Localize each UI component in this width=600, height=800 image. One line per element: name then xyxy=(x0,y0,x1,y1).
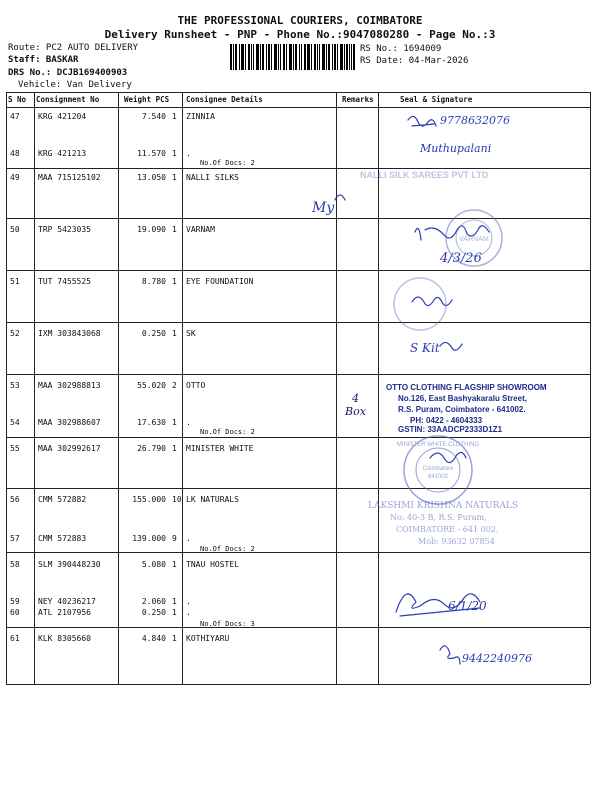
signature-50 xyxy=(415,226,489,240)
row-weight: 55.020 xyxy=(137,381,166,390)
row-docs-count: No.Of Docs: 3 xyxy=(200,620,255,628)
row-weight: 26.790 xyxy=(137,444,166,453)
handwritten-date-50: 4/3/26 xyxy=(440,251,482,266)
row-consignment: CMM 572882 xyxy=(38,495,87,504)
col-consignment: Consignment No xyxy=(36,95,100,104)
rs-number: RS No.: 1694009 xyxy=(360,44,442,54)
signature-47 xyxy=(408,116,436,126)
row-consignee: OTTO xyxy=(186,381,206,390)
row-pcs: 1 xyxy=(172,597,177,606)
signature-52-stroke xyxy=(440,342,462,350)
row-sno: 52 xyxy=(10,329,20,338)
lk-naturals-stamp xyxy=(368,501,518,546)
row-pcs: 1 xyxy=(172,173,177,182)
row-sno: 54 xyxy=(10,418,20,427)
signature-51 xyxy=(412,297,452,306)
rs-date: RS Date: 04-Mar-2026 xyxy=(360,56,469,66)
row-docs-count: No.Of Docs: 2 xyxy=(200,159,255,167)
svg-text:COIMBATORE - 641 002.: COIMBATORE - 641 002. xyxy=(396,525,499,534)
row-sno: 47 xyxy=(10,112,20,121)
nalli-stamp xyxy=(360,170,489,180)
col-sno: S No xyxy=(8,95,27,104)
row-pcs: 10 xyxy=(172,495,182,504)
row-consignment: TUT 7455525 xyxy=(38,277,91,286)
row-consignee: . xyxy=(186,418,191,427)
row-consignment: KRG 421204 xyxy=(38,112,87,121)
row-pcs: 1 xyxy=(172,112,177,121)
row-weight: 17.630 xyxy=(137,418,166,427)
row-consignee: SK xyxy=(186,329,196,338)
row-pcs: 9 xyxy=(172,534,177,543)
minister-white-stamp xyxy=(397,436,480,504)
handwritten-phone-47: 9778632076 xyxy=(440,114,510,127)
handwritten-date-59: 6/1/20 xyxy=(448,599,487,613)
row-consignee: . xyxy=(186,534,191,543)
row-consignee: TNAU HOSTEL xyxy=(186,560,239,569)
svg-text:NALLI SILK SAREES PVT LTD: NALLI SILK SAREES PVT LTD xyxy=(360,170,489,180)
svg-text:PH: 0422 - 4604333: PH: 0422 - 4604333 xyxy=(410,416,483,425)
col-weight-pcs: Weight PCS xyxy=(124,95,170,104)
row-sno: 56 xyxy=(10,495,20,504)
row-consignment: MAA 715125102 xyxy=(38,173,101,182)
row-pcs: 1 xyxy=(172,329,177,338)
row-pcs: 1 xyxy=(172,277,177,286)
svg-text:R.S. Puram, Coimbatore - 64100: R.S. Puram, Coimbatore - 641002. xyxy=(398,405,526,414)
route-label: Route: PC2 AUTO DELIVERY xyxy=(8,43,139,53)
row-pcs: 1 xyxy=(172,444,177,453)
row-weight: 2.060 xyxy=(141,597,166,606)
row-weight: 5.080 xyxy=(141,560,166,569)
row-consignment: MAA 302988813 xyxy=(38,381,101,390)
row-consignment: NEY 40236217 xyxy=(38,597,96,606)
row-consignment: MAA 302992617 xyxy=(38,444,101,453)
svg-text:Coimbatore: Coimbatore xyxy=(422,466,454,472)
signature-61 xyxy=(440,646,460,664)
otto-stamp xyxy=(386,383,547,434)
document-subtitle: Delivery Runsheet - PNP - Phone No.:9047080280 - Page No.:3 xyxy=(104,28,496,41)
row-weight: 13.050 xyxy=(137,173,166,182)
row-consignment: TRP 5423035 xyxy=(38,225,91,234)
row-pcs: 1 xyxy=(172,634,177,643)
row-sno: 55 xyxy=(10,444,20,453)
row-weight: 19.090 xyxy=(137,225,166,234)
row-consignee: MINISTER WHITE xyxy=(186,444,254,453)
row-sno: 51 xyxy=(10,277,20,286)
row-sno: 49 xyxy=(10,173,20,182)
svg-text:LAKSHMI KRISHNA NATURALS: LAKSHMI KRISHNA NATURALS xyxy=(368,501,519,511)
row-pcs: 1 xyxy=(172,608,177,617)
row-consignee: NALLI SILKS xyxy=(186,173,239,182)
row-weight: 0.250 xyxy=(141,329,166,338)
svg-text:No: 40-3 B, R.S. Puram,: No: 40-3 B, R.S. Puram, xyxy=(390,513,487,522)
row-consignment: SLM 390448230 xyxy=(38,560,101,569)
svg-text:641002: 641002 xyxy=(427,474,449,480)
row-consignment: ATL 2107956 xyxy=(38,608,91,617)
signature-58 xyxy=(396,594,480,612)
row-weight: 11.570 xyxy=(137,149,166,158)
svg-text:No.126, East Bashyakaralu Stre: No.126, East Bashyakaralu Street, xyxy=(398,394,527,403)
svg-text:OTTO CLOTHING FLAGSHIP SHOWROO: OTTO CLOTHING FLAGSHIP SHOWROOM xyxy=(386,383,547,392)
remarks-unit: Box xyxy=(345,405,366,418)
row-sno: 61 xyxy=(10,634,20,643)
row-pcs: 1 xyxy=(172,418,177,427)
row-sno: 58 xyxy=(10,560,20,569)
row-consignment: MAA 302988607 xyxy=(38,418,101,427)
row-weight: 7.540 xyxy=(141,112,166,121)
col-seal: Seal & Signature xyxy=(400,95,473,104)
svg-text:VARNAM: VARNAM xyxy=(459,236,489,243)
row-sno: 50 xyxy=(10,225,20,234)
handwritten-phone-61: 9442240976 xyxy=(462,652,532,665)
column-header xyxy=(6,92,590,108)
staff-label: Staff: BASKAR xyxy=(8,55,79,65)
row-docs-count: No.Of Docs: 2 xyxy=(200,428,255,436)
barcode xyxy=(230,44,355,70)
row-consignment: IXM 303843068 xyxy=(38,329,101,338)
handwritten-name-48: Muthupalani xyxy=(420,142,492,155)
signature-49: My xyxy=(312,200,335,216)
row-consignee: . xyxy=(186,149,191,158)
row-consignee: . xyxy=(186,608,191,617)
row-consignment: KRG 421213 xyxy=(38,149,87,158)
row-pcs: 1 xyxy=(172,560,177,569)
row-consignee: VARNAM xyxy=(186,225,215,234)
svg-text:GSTIN: 33AADCP2333D1Z1: GSTIN: 33AADCP2333D1Z1 xyxy=(398,425,503,434)
remarks-count: 4 xyxy=(352,392,359,405)
col-remarks: Remarks xyxy=(342,95,374,104)
row-sno: 59 xyxy=(10,597,20,606)
row-pcs: 1 xyxy=(172,225,177,234)
row-consignee: LK NATURALS xyxy=(186,495,239,504)
row-consignment: KLK 8305660 xyxy=(38,634,91,643)
signature-52: S Kit xyxy=(410,341,440,355)
svg-text:MINISTER WHITE CLOTHING: MINISTER WHITE CLOTHING xyxy=(396,442,480,448)
svg-text:Mob: 93632 07854: Mob: 93632 07854 xyxy=(418,537,495,546)
row-sno: 48 xyxy=(10,149,20,158)
row-weight: 155.000 xyxy=(132,495,166,504)
row-consignee: . xyxy=(186,597,191,606)
document-title: THE PROFESSIONAL COURIERS, COIMBATORE xyxy=(177,14,423,27)
row-sno: 57 xyxy=(10,534,20,543)
row-docs-count: No.Of Docs: 2 xyxy=(200,545,255,553)
row-weight: 4.840 xyxy=(141,634,166,643)
vehicle-label: Vehicle: Van Delivery xyxy=(18,80,132,90)
signature-58-underline xyxy=(400,608,480,616)
row-weight: 0.250 xyxy=(141,608,166,617)
row-sno: 53 xyxy=(10,381,20,390)
drs-number: DRS No.: DCJB169400903 xyxy=(8,68,128,78)
row-weight: 8.780 xyxy=(141,277,166,286)
row-consignee: KOTHIYARU xyxy=(186,634,230,643)
row-consignment: CMM 572883 xyxy=(38,534,87,543)
row-weight: 139.000 xyxy=(132,534,166,543)
col-consignee: Consignee Details xyxy=(186,95,263,104)
row-sno: 60 xyxy=(10,608,20,617)
signature-55 xyxy=(430,452,466,462)
row-pcs: 1 xyxy=(172,149,177,158)
row-consignee: EYE FOUNDATION xyxy=(186,277,254,286)
row-consignee: ZINNIA xyxy=(186,112,215,121)
row-pcs: 2 xyxy=(172,381,177,390)
